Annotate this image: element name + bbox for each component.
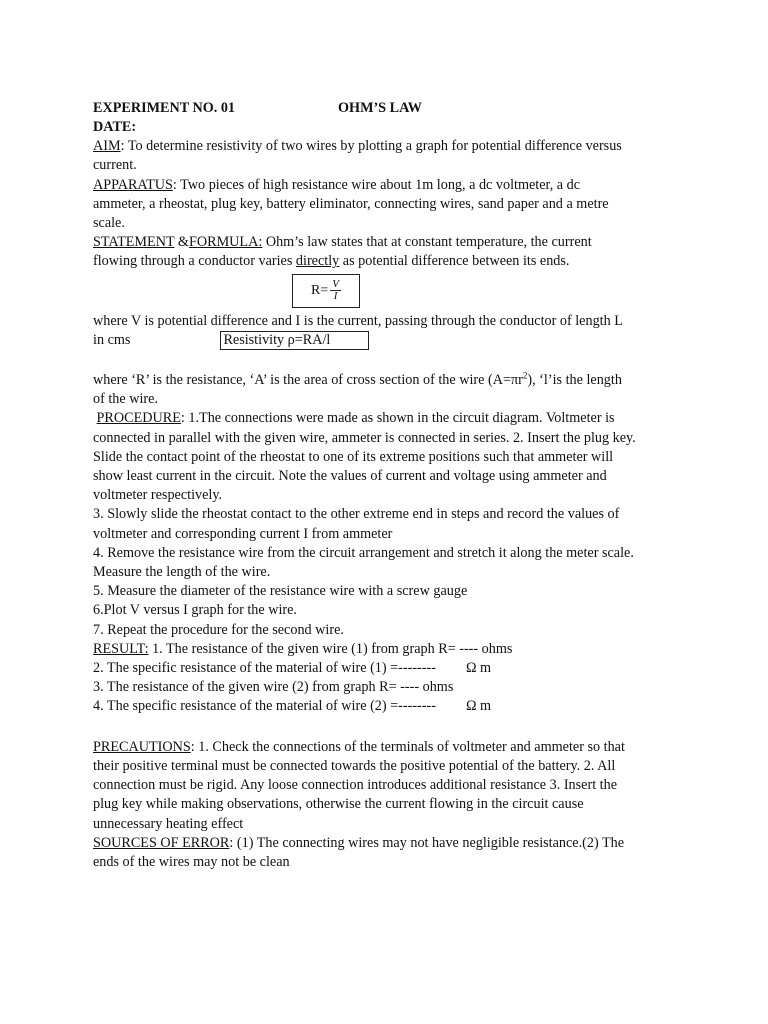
apparatus-line-2: ammeter, a rheostat, plug key, battery eliminator, connecting wires, sand paper and a metre [93,195,609,212]
resistivity-formula-box: Resistivity ρ=RA/l [220,331,369,350]
where-line-4: of the wire. [93,391,159,408]
procedure-line: Slide the contact point of the rheostat to one of its extreme positions such that ammeter will [93,448,614,465]
procedure-line: 5. Measure the diameter of the resistance wire with a screw gauge [93,583,468,600]
procedure-line-1: PROCEDURE: 1.The connections were made as shown in the circuit diagram. Voltmeter is [96,410,615,427]
aim-line-2: current. [93,157,137,174]
procedure-line: Measure the length of the wire. [93,564,271,581]
precautions-line: their positive terminal must be connected towards the positive potential of the battery. 2. All [93,757,616,774]
ohm-formula-row [93,272,693,312]
where-line-1: where V is potential difference and I is the current, passing through the conductor of length L [93,312,623,329]
result-line-3: 3. The resistance of the given wire (2) from graph R= ---- ohms [93,679,454,696]
result-label: RESULT: [93,640,149,657]
precautions-line: plug key while making observations, otherwise the current flowing in the circuit cause [93,796,584,813]
ohm-unit: Ω m [465,660,492,677]
apparatus-line-3: scale. [93,215,125,232]
procedure-line: connected in parallel with the given wire, ammeter is connected in series. 2. Insert the plug key. [93,429,636,446]
precautions-line: unnecessary heating effect [93,815,244,832]
precautions-line: connection must be rigid. Any loose connection introduces additional resistance 3. Insert the [93,777,618,794]
precautions-label: PRECAUTIONS [93,738,191,755]
procedure-line: voltmeter and corresponding current I from ammeter [93,525,393,542]
ohm-formula-box: R= $\frac{V}{I}$ [292,274,360,308]
ohm-unit: Ω m [465,698,492,715]
apparatus-line-1: APPARATUS: Two pieces of high resistance wire about 1m long, a dc voltmeter, a dc [93,176,581,193]
result-line-4: 4. The specific resistance of the material of wire (2) =-------- Ω m [93,697,693,716]
formula-label: FORMULA: [188,234,263,251]
precautions-line-1: PRECAUTIONS: 1. Check the connections of the terminals of voltmeter and ammeter so that [93,738,625,755]
statement-label: STATEMENT [93,234,175,251]
experiment-title: OHM’S LAW [338,100,422,116]
aim-label: AIM [93,138,121,155]
procedure-line: 4. Remove the resistance wire from the circuit arrangement and stretch it along the meter scale. [93,544,634,561]
sources-label: SOURCES OF ERROR [93,834,230,851]
sources-line-2: ends of the wires may not be clean [93,853,290,870]
sources-line-1: SOURCES OF ERROR: (1) The connecting wires may not have negligible resistance.(2) The [93,834,625,851]
apparatus-label: APPARATUS [93,176,173,193]
experiment-number: EXPERIMENT NO. 01 [93,100,236,116]
procedure-line: show least current in the circuit. Note the values of current and voltage using ammeter and [93,468,607,485]
result-line-1: RESULT: 1. The resistance of the given wire (1) from graph R= ---- ohms [93,640,513,657]
where-line-2: in cms Resistivity ρ=RA/l [93,331,693,350]
document-body [93,99,693,872]
procedure-label: PROCEDURE [96,410,181,427]
result-line-2: 2. The specific resistance of the material of wire (1) =-------- Ω m [93,659,693,678]
where-line-3: where ‘R’ is the resistance, ‘A’ is the area of cross section of the wire $(A=\pi r^2)$, ‘l’is the length [93,370,622,389]
procedure-line: 3. Slowly slide the rheostat contact to the other extreme end in steps and record the values of [93,506,620,523]
experiment-header [93,99,693,118]
statement-line-1: STATEMENT &FORMULA: Ohm’s law states that at constant temperature, the current [93,234,592,251]
aim-line-1: AIM: To determine resistivity of two wires by plotting a graph for potential difference versus [93,138,622,155]
procedure-line: 6.Plot V versus I graph for the wire. [93,602,297,619]
procedure-line: voltmeter respectively. [93,487,223,504]
date-label: DATE: [93,119,137,135]
statement-line-2: flowing through a conductor varies directly as potential difference between its ends. [93,253,570,270]
procedure-line: 7. Repeat the procedure for the second wire. [93,621,344,638]
fraction: $\frac{V}{I}$ [332,278,339,303]
